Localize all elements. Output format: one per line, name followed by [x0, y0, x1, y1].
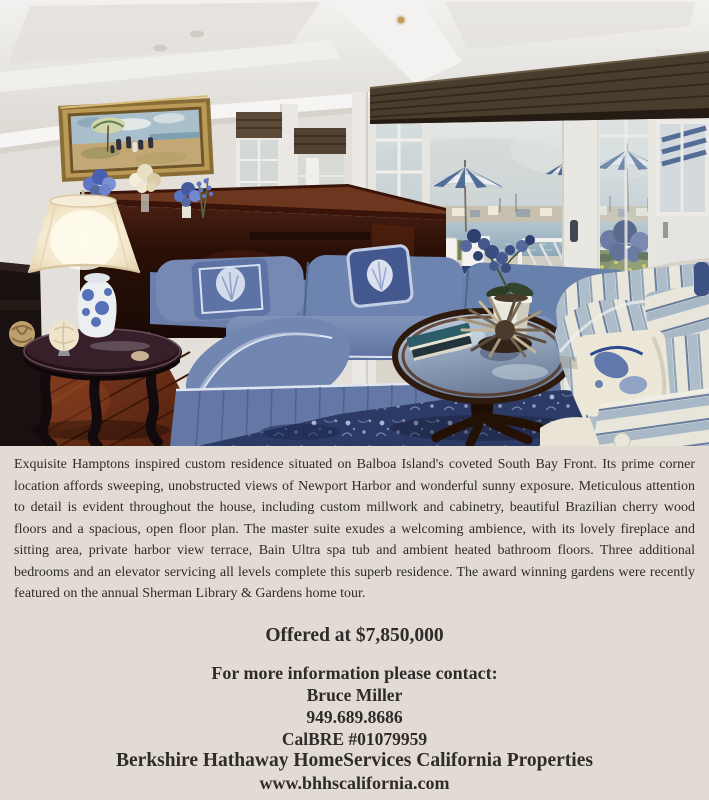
- brokerage-name: Berkshire Hathaway HomeServices California Properties: [116, 749, 593, 771]
- navy-pillow: [694, 262, 709, 296]
- property-description: Exquisite Hamptons inspired custom residence situated on Balboa Island's coveted South Bay Front. Its prime corner location affords sweeping, unobstructed views of Newport Harbor and wonderful sunny exposure. Meticulous attention to detail is evident throughout the house, including custom millwork and cabinetry, beautiful Brazilian cherry wood floors and a spacious, open floor plan. The master suite exudes a welcoming ambience, with its lovely fireplace and sitting area, private harbor view terrace, Bain Ultra spa tub and ambient heated bathroom floors. Three additional bedrooms and an elevator servicing all levels complete this superb residence. The award winning gardens were recently featured on the annual Sherman Library & Gardens home tour.: [14, 457, 695, 601]
- contact-block: [0, 662, 709, 794]
- roman-shade: [294, 128, 346, 154]
- offer-price: Offered at $7,850,000: [265, 624, 444, 646]
- agent-phone: 949.689.8686: [306, 706, 403, 727]
- framed-painting: [58, 96, 214, 182]
- ceiling-speaker: [153, 45, 167, 52]
- brokerage-website: www.bhhscalifornia.com: [259, 772, 450, 793]
- door-handle: [570, 220, 578, 242]
- seashell-pillow: [191, 257, 271, 320]
- contact-header: For more information please contact:: [211, 662, 498, 683]
- shell-decor: [131, 351, 149, 361]
- seashell-pillow: [347, 245, 413, 307]
- roman-shade: [236, 112, 282, 138]
- agent-license: CalBRE #01079959: [281, 728, 428, 749]
- ceiling-speaker: [190, 31, 204, 38]
- shell-on-rug: [614, 433, 630, 446]
- agent-name: Bruce Miller: [306, 684, 403, 705]
- recessed-light: [397, 16, 406, 25]
